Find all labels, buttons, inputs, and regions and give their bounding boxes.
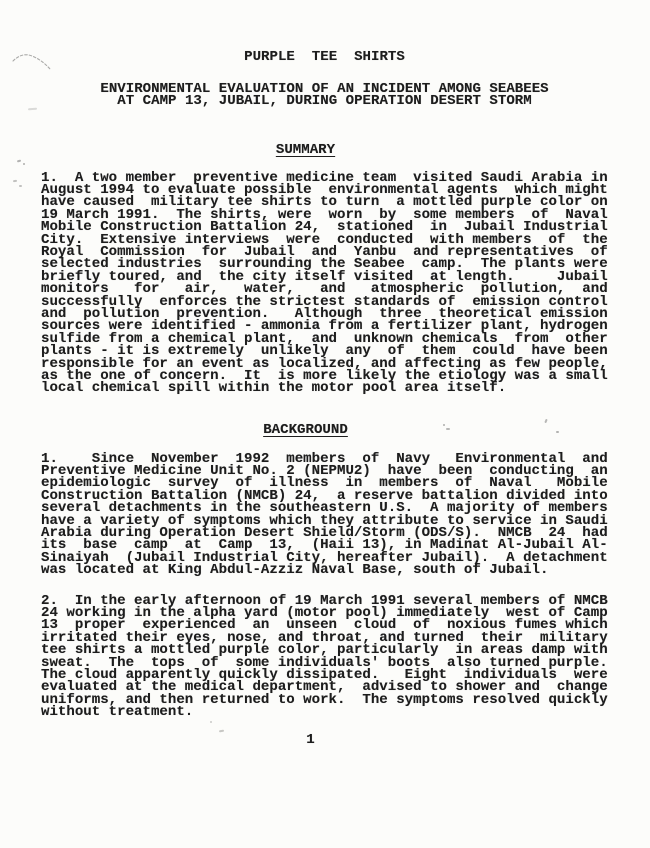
section-heading-background: BACKGROUND — [263, 422, 348, 438]
text-line: as the one of concern. It is more likely the etiology was a small — [41, 368, 608, 384]
section-heading-summary: SUMMARY — [275, 142, 336, 158]
text-line: 2. In the early afternoon of 19 March 1991 several members of NMCB — [41, 592, 608, 609]
text-line: have caused military tee shirts to turn a mottled purple color on — [41, 194, 608, 211]
text-line: several detachments in the southeastern U.S. A majority of members — [41, 500, 608, 517]
text-line: was located at King Abdul-Azziz Naval Base, south of Jubail. — [41, 562, 549, 579]
summary-paragraph — [41, 169, 608, 397]
text-line: without treatment. — [41, 704, 194, 721]
text-line: 1. Since November 1992 members of Navy Environmental and — [41, 450, 608, 467]
text-line: irritated their eyes, nose, and throat, and turned their military — [41, 629, 608, 646]
text-line: epidemiologic survey of illness in members of Naval Mobile — [41, 475, 608, 492]
text-line: Mobile Construction Battalion 24, stationed in Jubail Industrial — [41, 219, 608, 236]
scan-speck — [23, 163, 25, 165]
text-line: Preventive Medicine Unit No. 2 (NEPMU2) have been conducting an — [41, 462, 608, 479]
text-line: and pollution prevention. Although three theoretical emission — [41, 305, 608, 322]
document-title: PURPLE TEE SHIRTS — [244, 48, 405, 65]
text-line: selected industries surrounding the Seabee camp. The plants were — [41, 256, 608, 273]
text-line: City. Extensive interviews were conducted with members of the — [41, 231, 608, 248]
text-line: sources were identified - ammonia from a fertilizer plant, hydrogen — [41, 318, 608, 335]
document-subtitle-line-1: ENVIRONMENTAL EVALUATION OF AN INCIDENT AMONG SEABEES — [100, 80, 549, 97]
text-line: plants - it is extremely unlikely any of them could have been — [41, 343, 608, 360]
text-line: 24 working in the alpha yard (motor pool) immediately west of Camp — [41, 604, 608, 621]
text-line: uniforms, and then returned to work. The symptoms resolved quickly — [41, 691, 608, 708]
text-line: Arabia during Operation Desert Shield/Storm (ODS/S). NMCB 24 had — [41, 524, 608, 541]
text-line: evaluated at the medical department, advised to shower and change — [41, 679, 608, 696]
text-line: The cloud apparently quickly dissipated. Eight individuals were — [41, 666, 608, 683]
text-line: tee shirts a mottled purple color, particularly in areas damp with — [41, 642, 608, 659]
text-line: 13 proper experienced an unseen cloud of noxious fumes which — [41, 617, 608, 634]
text-line: its base camp at Camp 13, (Haii 13), in Madinat Al-Jubail Al- — [41, 537, 608, 554]
text-line: briefly toured, and the city itself visited at length. Jubail — [41, 268, 608, 285]
text-line: responsible for an event as localized, and affecting as few people, — [41, 355, 608, 372]
text-line: successfully enforces the strictest standards of emission control — [41, 293, 608, 310]
text-line: 19 March 1991. The shirts, were worn by some members of Naval — [41, 206, 608, 223]
text-line: Sinaiyah (Jubail Industrial City, hereafter Jubail). A detachment — [41, 549, 608, 566]
background-paragraph-2 — [41, 592, 608, 721]
text-line: Construction Battalion (NMCB) 24, a reserve battalion divided into — [41, 487, 608, 504]
text-line: sulfide from a chemical plant, and unknown chemicals from other — [41, 330, 608, 347]
page-number: 1 — [306, 732, 315, 748]
text-line: monitors for air, water, and atmospheric pollution, and — [41, 281, 608, 298]
scan-speck — [28, 108, 37, 110]
background-paragraph-1 — [41, 450, 608, 579]
text-line: have a variety of symptoms which they attribute to service in Saudi — [41, 512, 608, 529]
text-line: August 1994 to evaluate possible environmental agents which might — [41, 181, 608, 198]
text-line: 1. A two member preventive medicine team visited Saudi Arabia in — [41, 169, 608, 186]
text-line: Royal Commission for Jubail and Yanbu and representatives of — [41, 243, 608, 260]
text-column — [41, 0, 608, 848]
document-subtitle-line-2: AT CAMP 13, JUBAIL, DURING OPERATION DESERT STORM — [117, 93, 532, 109]
text-line: local chemical spill within the motor pool area itself. — [41, 380, 507, 397]
scan-speck — [17, 160, 21, 162]
text-line: sweat. The tops of some individuals' boots also turned purple. — [41, 654, 608, 671]
scan-speck — [19, 185, 22, 187]
scan-speck — [13, 180, 17, 182]
